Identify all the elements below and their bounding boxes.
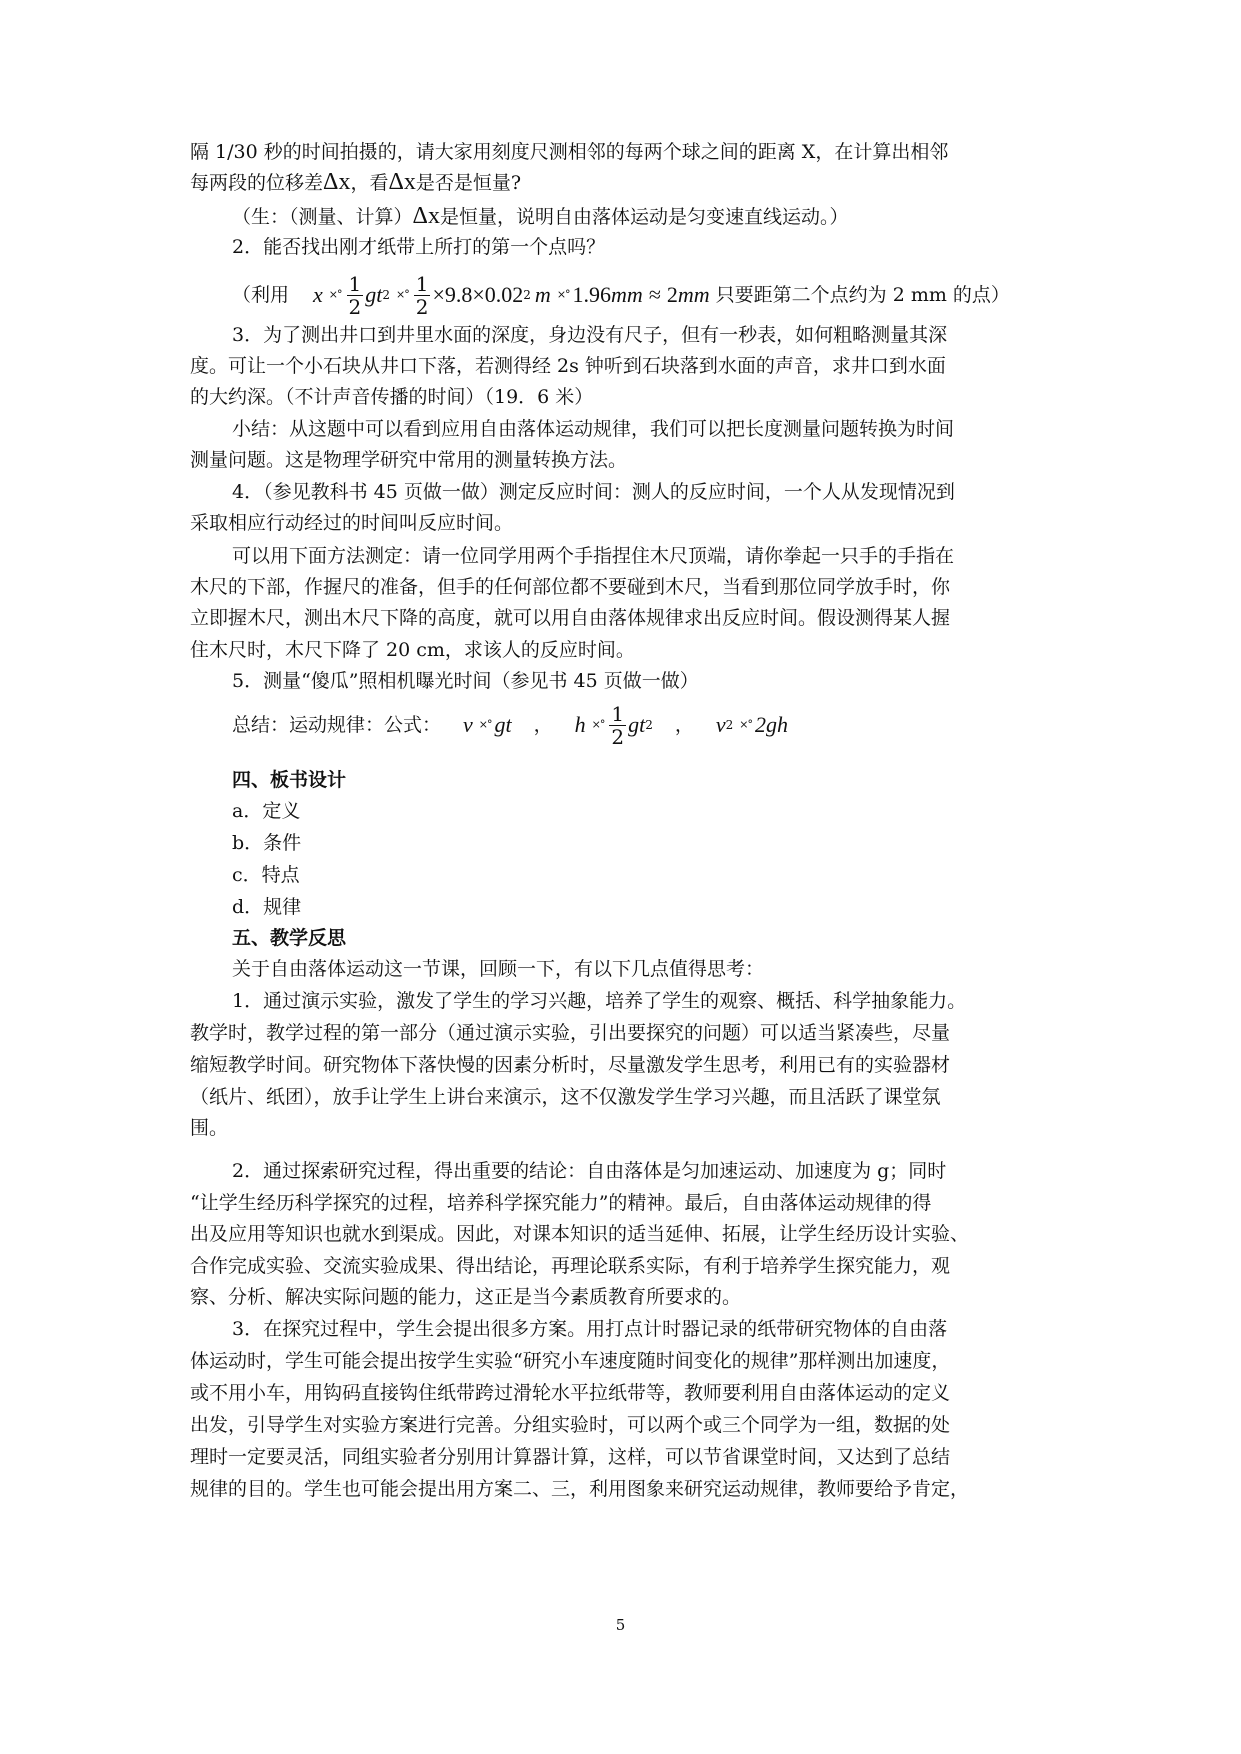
exponent: 2	[645, 718, 653, 732]
fraction-half: $\frac{1}{2}$	[415, 271, 429, 319]
text-line: 教学时，教学过程的第一部分（通过演示实验，引出要探究的问题）可以适当紧凑些，尽量	[190, 1022, 951, 1044]
list-item: c．特点	[232, 864, 300, 886]
formula-result: 2	[666, 282, 678, 307]
formula-line	[232, 270, 1010, 320]
formula-calc: ×9.8×0.02	[432, 282, 524, 307]
text-span: 只要距第二个点约为 2 mm 的点）	[715, 284, 1010, 306]
text-line: 缩短教学时间。研究物体下落快慢的因素分析时，尽量激发学生思考，利用已有的实验器材	[190, 1054, 951, 1076]
text-line: 住木尺时，木尺下降了 20 cm，求该人的反应时间。	[190, 639, 635, 661]
text-line: 采取相应行动经过的时间叫反应时间。	[190, 512, 514, 534]
text-line	[190, 171, 521, 194]
list-item: d．规律	[232, 896, 302, 918]
text-span: （利用	[232, 284, 290, 306]
formula-h: h	[574, 712, 586, 737]
text-line: 关于自由落体运动这一节课，回顾一下，有以下几点值得思考：	[232, 958, 765, 980]
text-line: 3．在探究过程中，学生会提出很多方案。用打点计时器记录的纸带研究物体的自由落	[232, 1318, 948, 1340]
text-line: 合作完成实验、交流实验成果、得出结论，再理论联系实际，有利于培养学生探究能力，观	[190, 1255, 951, 1277]
text-span: （生：（测量、计算）	[232, 206, 413, 228]
text-line: 5．测量“傻瓜”照相机曝光时间（参见书 45 页做一做）	[232, 670, 699, 692]
formula-unit: mm	[677, 282, 710, 307]
text-line: 测量问题。这是物理学研究中常用的测量转换方法。	[190, 449, 628, 471]
text-line: 规律的目的。学生也可能会提出用方案二、三，利用图象来研究运动规律，教师要给予肯定，	[190, 1478, 970, 1500]
text-line: 的大约深。（不计声音传播的时间）（19．6 米）	[190, 386, 594, 408]
equals-mark: ×°	[556, 288, 570, 301]
text-line: 出及应用等知识也就水到渠成。因此，对课本知识的适当延伸、拓展，让学生经历设计实验、	[190, 1223, 970, 1245]
exponent: 2	[523, 288, 531, 302]
section-heading: 四、板书设计	[232, 769, 347, 791]
formula-gt: gt	[365, 282, 383, 307]
text-line: 3．为了测出井口到井里水面的深度，身边没有尺子，但有一秒表，如何粗略测量其深	[232, 324, 948, 346]
text-line: 或不用小车，用钩码直接钩住纸带跨过滑轮水平拉纸带等，教师要利用自由落体运动的定义	[190, 1382, 951, 1404]
text-line: 立即握木尺，测出木尺下降的高度，就可以用自由落体规律求出反应时间。假设测得某人握	[190, 607, 951, 629]
text-line: 围。	[190, 1117, 229, 1139]
formula-unit: m	[534, 282, 551, 307]
delta-x-formula: Δx	[323, 169, 351, 195]
text-line: 木尺的下部，作握尺的准备，但手的任何部位都不要碰到木尺，当看到那位同学放手时，你	[190, 576, 951, 598]
formula-v: v	[715, 712, 726, 737]
text-span: 是恒量，说明自由落体运动是匀变速直线运动。）	[439, 206, 849, 228]
equals-mark: ×°	[328, 288, 342, 301]
comma: ，	[674, 714, 694, 736]
text-span: 每两段的位移差	[190, 172, 324, 194]
text-span: ，看	[350, 172, 389, 194]
formula-2gh: 2gh	[755, 712, 788, 737]
equals-mark: ×°	[739, 718, 752, 731]
text-line: 2．能否找出刚才纸带上所打的第一个点吗？	[232, 236, 606, 258]
formula-x: x	[313, 282, 323, 307]
approx-sign: ≈	[648, 282, 661, 307]
text-line: 4．（参见教科书 45 页做一做）测定反应时间：测人的反应时间，一个人从发现情况到	[232, 481, 955, 503]
formula-v: v	[463, 712, 473, 737]
formula-gt: gt	[628, 712, 646, 737]
text-span: 总结：运动规律：公式：	[232, 714, 442, 736]
list-item: b．条件	[232, 832, 302, 854]
text-line: 1．通过演示实验，激发了学生的学习兴趣，培养了学生的观察、概括、科学抽象能力。	[232, 990, 967, 1012]
fraction-half: $\frac{1}{2}$	[611, 701, 625, 749]
text-line: 度。可让一个小石块从井口下落，若测得经 2s 钟听到石块落到水面的声音，求井口到水面	[190, 355, 946, 377]
text-line: （纸片、纸团），放手让学生上讲台来演示，这不仅激发学生学习兴趣，而且活跃了课堂氛	[190, 1086, 941, 1108]
delta-x-formula: Δx	[412, 203, 440, 229]
fraction-half: $\frac{1}{2}$	[348, 271, 362, 319]
formula-unit: mm	[611, 282, 643, 307]
list-item: a．定义	[232, 800, 301, 822]
text-line: 察、分析、解决实际问题的能力，这正是当今素质教育所要求的。	[190, 1286, 742, 1308]
equals-mark: ×°	[591, 718, 605, 731]
text-line: 体运动时，学生可能会提出按学生实验“研究小车速度随时间变化的规律”那样测出加速度，	[190, 1350, 951, 1372]
exponent: 2	[382, 288, 390, 302]
text-line	[232, 205, 848, 228]
comma: ，	[533, 714, 553, 736]
text-line: 2．通过探索研究过程，得出重要的结论：自由落体是匀加速运动、加速度为 g；同时	[232, 1160, 947, 1182]
delta-x-formula: Δx	[388, 169, 416, 195]
formula-line	[232, 700, 788, 750]
formula-result: 1.96	[572, 282, 612, 307]
text-line: “让学生经历科学探究的过程，培养科学探究能力”的精神。最后，自由落体运动规律的得	[190, 1192, 932, 1214]
text-span: 是否是恒量?	[415, 172, 522, 194]
text-line: 可以用下面方法测定：请一位同学用两个手指捏住木尺顶端，请你拳起一只手的手指在	[232, 545, 955, 567]
text-line: 隔 1/30 秒的时间拍摄的，请大家用刻度尺测相邻的每两个球之间的距离 X，在计算出相邻	[190, 141, 949, 163]
section-heading: 五、教学反思	[232, 927, 347, 949]
equals-mark: ×°	[396, 288, 409, 301]
page-number: 5	[615, 1616, 626, 1634]
text-line: 理时一定要灵活，同组实验者分别用计算器计算，这样，可以节省课堂时间，又达到了总结	[190, 1446, 951, 1468]
equals-mark: ×°	[478, 718, 492, 731]
text-line: 小结：从这题中可以看到应用自由落体运动规律，我们可以把长度测量问题转换为时间	[232, 418, 955, 440]
exponent: 2	[725, 718, 734, 732]
text-line: 出发，引导学生对实验方案进行完善。分组实验时，可以两个或三个同学为一组，数据的处	[190, 1414, 951, 1436]
formula-gt: gt	[494, 712, 512, 737]
